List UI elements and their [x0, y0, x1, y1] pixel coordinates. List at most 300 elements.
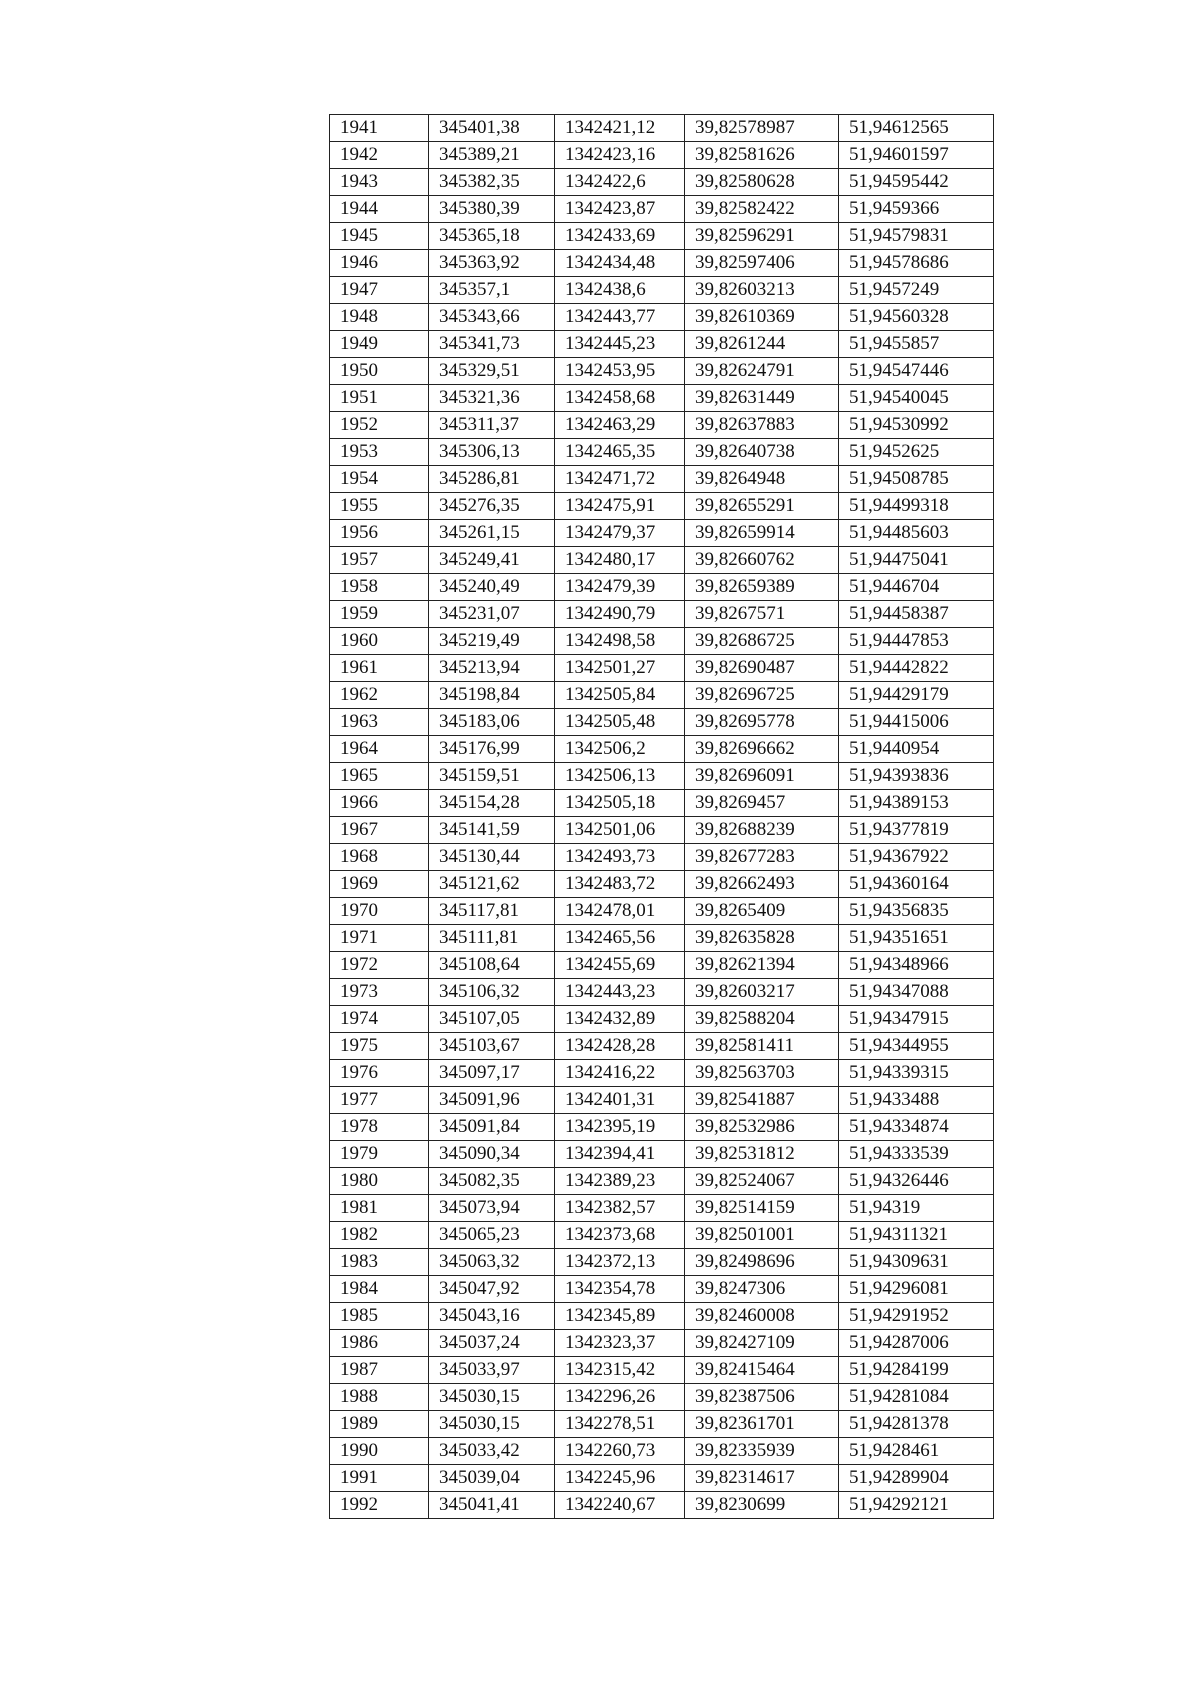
latitude-cell: 51,94578686 — [839, 250, 994, 277]
y-coordinate-cell: 1342423,87 — [555, 196, 685, 223]
longitude-cell: 39,82696725 — [685, 682, 839, 709]
y-coordinate-cell: 1342463,29 — [555, 412, 685, 439]
latitude-cell: 51,94339315 — [839, 1060, 994, 1087]
latitude-cell: 51,94333539 — [839, 1141, 994, 1168]
point-number-cell: 1985 — [330, 1303, 429, 1330]
point-number-cell: 1967 — [330, 817, 429, 844]
longitude-cell: 39,82696091 — [685, 763, 839, 790]
point-number-cell: 1950 — [330, 358, 429, 385]
latitude-cell: 51,94291952 — [839, 1303, 994, 1330]
point-number-cell: 1960 — [330, 628, 429, 655]
x-coordinate-cell: 345213,94 — [429, 655, 555, 682]
point-number-cell: 1953 — [330, 439, 429, 466]
latitude-cell: 51,94281378 — [839, 1411, 994, 1438]
point-number-cell: 1969 — [330, 871, 429, 898]
y-coordinate-cell: 1342479,37 — [555, 520, 685, 547]
point-number-cell: 1986 — [330, 1330, 429, 1357]
latitude-cell: 51,94485603 — [839, 520, 994, 547]
coordinates-table — [329, 114, 994, 1519]
point-number-cell: 1976 — [330, 1060, 429, 1087]
point-number-cell: 1943 — [330, 169, 429, 196]
x-coordinate-cell: 345389,21 — [429, 142, 555, 169]
point-number-cell: 1966 — [330, 790, 429, 817]
x-coordinate-cell: 345043,16 — [429, 1303, 555, 1330]
x-coordinate-cell: 345198,84 — [429, 682, 555, 709]
table-row — [330, 1168, 994, 1195]
y-coordinate-cell: 1342478,01 — [555, 898, 685, 925]
point-number-cell: 1972 — [330, 952, 429, 979]
latitude-cell: 51,94292121 — [839, 1492, 994, 1519]
y-coordinate-cell: 1342315,42 — [555, 1357, 685, 1384]
y-coordinate-cell: 1342479,39 — [555, 574, 685, 601]
table-row — [330, 925, 994, 952]
x-coordinate-cell: 345341,73 — [429, 331, 555, 358]
x-coordinate-cell: 345231,07 — [429, 601, 555, 628]
table-row — [330, 1195, 994, 1222]
latitude-cell: 51,94442822 — [839, 655, 994, 682]
latitude-cell: 51,94351651 — [839, 925, 994, 952]
table-row — [330, 574, 994, 601]
latitude-cell: 51,94612565 — [839, 115, 994, 142]
latitude-cell: 51,94344955 — [839, 1033, 994, 1060]
table-row — [330, 142, 994, 169]
y-coordinate-cell: 1342434,48 — [555, 250, 685, 277]
longitude-cell: 39,82677283 — [685, 844, 839, 871]
x-coordinate-cell: 345183,06 — [429, 709, 555, 736]
table-row — [330, 520, 994, 547]
x-coordinate-cell: 345073,94 — [429, 1195, 555, 1222]
longitude-cell: 39,82686725 — [685, 628, 839, 655]
x-coordinate-cell: 345343,66 — [429, 304, 555, 331]
latitude-cell: 51,94309631 — [839, 1249, 994, 1276]
table-row — [330, 1384, 994, 1411]
y-coordinate-cell: 1342296,26 — [555, 1384, 685, 1411]
x-coordinate-cell: 345090,34 — [429, 1141, 555, 1168]
y-coordinate-cell: 1342480,17 — [555, 547, 685, 574]
table-row — [330, 439, 994, 466]
latitude-cell: 51,94458387 — [839, 601, 994, 628]
latitude-cell: 51,94389153 — [839, 790, 994, 817]
x-coordinate-cell: 345321,36 — [429, 385, 555, 412]
point-number-cell: 1951 — [330, 385, 429, 412]
x-coordinate-cell: 345249,41 — [429, 547, 555, 574]
table-row — [330, 1006, 994, 1033]
x-coordinate-cell: 345130,44 — [429, 844, 555, 871]
x-coordinate-cell: 345106,32 — [429, 979, 555, 1006]
table-row — [330, 709, 994, 736]
longitude-cell: 39,82603217 — [685, 979, 839, 1006]
x-coordinate-cell: 345030,15 — [429, 1411, 555, 1438]
latitude-cell: 51,94429179 — [839, 682, 994, 709]
latitude-cell: 51,9433488 — [839, 1087, 994, 1114]
table-row — [330, 844, 994, 871]
latitude-cell: 51,94508785 — [839, 466, 994, 493]
latitude-cell: 51,94560328 — [839, 304, 994, 331]
y-coordinate-cell: 1342465,35 — [555, 439, 685, 466]
table-row — [330, 1492, 994, 1519]
y-coordinate-cell: 1342498,58 — [555, 628, 685, 655]
longitude-cell: 39,82610369 — [685, 304, 839, 331]
y-coordinate-cell: 1342421,12 — [555, 115, 685, 142]
longitude-cell: 39,8264948 — [685, 466, 839, 493]
longitude-cell: 39,82621394 — [685, 952, 839, 979]
y-coordinate-cell: 1342433,69 — [555, 223, 685, 250]
point-number-cell: 1975 — [330, 1033, 429, 1060]
y-coordinate-cell: 1342455,69 — [555, 952, 685, 979]
longitude-cell: 39,82581626 — [685, 142, 839, 169]
latitude-cell: 51,94356835 — [839, 898, 994, 925]
latitude-cell: 51,94311321 — [839, 1222, 994, 1249]
point-number-cell: 1984 — [330, 1276, 429, 1303]
table-row — [330, 1303, 994, 1330]
table-row — [330, 1087, 994, 1114]
latitude-cell: 51,94530992 — [839, 412, 994, 439]
point-number-cell: 1959 — [330, 601, 429, 628]
latitude-cell: 51,94499318 — [839, 493, 994, 520]
y-coordinate-cell: 1342505,18 — [555, 790, 685, 817]
table-row — [330, 952, 994, 979]
table-row — [330, 1357, 994, 1384]
latitude-cell: 51,94377819 — [839, 817, 994, 844]
x-coordinate-cell: 345382,35 — [429, 169, 555, 196]
point-number-cell: 1973 — [330, 979, 429, 1006]
latitude-cell: 51,94319 — [839, 1195, 994, 1222]
table-row — [330, 466, 994, 493]
point-number-cell: 1955 — [330, 493, 429, 520]
point-number-cell: 1979 — [330, 1141, 429, 1168]
table-row — [330, 169, 994, 196]
table-row — [330, 1114, 994, 1141]
table-row — [330, 871, 994, 898]
table-row — [330, 1276, 994, 1303]
x-coordinate-cell: 345176,99 — [429, 736, 555, 763]
longitude-cell: 39,82631449 — [685, 385, 839, 412]
point-number-cell: 1963 — [330, 709, 429, 736]
x-coordinate-cell: 345365,18 — [429, 223, 555, 250]
x-coordinate-cell: 345039,04 — [429, 1465, 555, 1492]
point-number-cell: 1974 — [330, 1006, 429, 1033]
x-coordinate-cell: 345111,81 — [429, 925, 555, 952]
longitude-cell: 39,82563703 — [685, 1060, 839, 1087]
x-coordinate-cell: 345082,35 — [429, 1168, 555, 1195]
point-number-cell: 1987 — [330, 1357, 429, 1384]
y-coordinate-cell: 1342354,78 — [555, 1276, 685, 1303]
point-number-cell: 1954 — [330, 466, 429, 493]
point-number-cell: 1941 — [330, 115, 429, 142]
point-number-cell: 1942 — [330, 142, 429, 169]
x-coordinate-cell: 345117,81 — [429, 898, 555, 925]
x-coordinate-cell: 345261,15 — [429, 520, 555, 547]
table-row — [330, 277, 994, 304]
x-coordinate-cell: 345357,1 — [429, 277, 555, 304]
point-number-cell: 1956 — [330, 520, 429, 547]
x-coordinate-cell: 345401,38 — [429, 115, 555, 142]
x-coordinate-cell: 345380,39 — [429, 196, 555, 223]
y-coordinate-cell: 1342395,19 — [555, 1114, 685, 1141]
x-coordinate-cell: 345306,13 — [429, 439, 555, 466]
table-row — [330, 493, 994, 520]
point-number-cell: 1945 — [330, 223, 429, 250]
y-coordinate-cell: 1342423,16 — [555, 142, 685, 169]
table-row — [330, 331, 994, 358]
latitude-cell: 51,94296081 — [839, 1276, 994, 1303]
x-coordinate-cell: 345329,51 — [429, 358, 555, 385]
longitude-cell: 39,82524067 — [685, 1168, 839, 1195]
longitude-cell: 39,82541887 — [685, 1087, 839, 1114]
table-row — [330, 1222, 994, 1249]
latitude-cell: 51,9446704 — [839, 574, 994, 601]
longitude-cell: 39,8247306 — [685, 1276, 839, 1303]
table-row — [330, 196, 994, 223]
longitude-cell: 39,82635828 — [685, 925, 839, 952]
x-coordinate-cell: 345037,24 — [429, 1330, 555, 1357]
longitude-cell: 39,8230699 — [685, 1492, 839, 1519]
latitude-cell: 51,94347088 — [839, 979, 994, 1006]
y-coordinate-cell: 1342432,89 — [555, 1006, 685, 1033]
table-row — [330, 115, 994, 142]
latitude-cell: 51,94347915 — [839, 1006, 994, 1033]
y-coordinate-cell: 1342493,73 — [555, 844, 685, 871]
longitude-cell: 39,82460008 — [685, 1303, 839, 1330]
longitude-cell: 39,82696662 — [685, 736, 839, 763]
table-row — [330, 790, 994, 817]
latitude-cell: 51,94601597 — [839, 142, 994, 169]
latitude-cell: 51,94348966 — [839, 952, 994, 979]
longitude-cell: 39,82514159 — [685, 1195, 839, 1222]
x-coordinate-cell: 345030,15 — [429, 1384, 555, 1411]
y-coordinate-cell: 1342245,96 — [555, 1465, 685, 1492]
table-row — [330, 223, 994, 250]
point-number-cell: 1991 — [330, 1465, 429, 1492]
y-coordinate-cell: 1342260,73 — [555, 1438, 685, 1465]
x-coordinate-cell: 345276,35 — [429, 493, 555, 520]
y-coordinate-cell: 1342240,67 — [555, 1492, 685, 1519]
longitude-cell: 39,82624791 — [685, 358, 839, 385]
y-coordinate-cell: 1342438,6 — [555, 277, 685, 304]
y-coordinate-cell: 1342458,68 — [555, 385, 685, 412]
longitude-cell: 39,82688239 — [685, 817, 839, 844]
x-coordinate-cell: 345141,59 — [429, 817, 555, 844]
point-number-cell: 1949 — [330, 331, 429, 358]
x-coordinate-cell: 345047,92 — [429, 1276, 555, 1303]
y-coordinate-cell: 1342445,23 — [555, 331, 685, 358]
longitude-cell: 39,8261244 — [685, 331, 839, 358]
latitude-cell: 51,94287006 — [839, 1330, 994, 1357]
y-coordinate-cell: 1342453,95 — [555, 358, 685, 385]
table-row — [330, 358, 994, 385]
longitude-cell: 39,82427109 — [685, 1330, 839, 1357]
longitude-cell: 39,82531812 — [685, 1141, 839, 1168]
table-row — [330, 979, 994, 1006]
point-number-cell: 1983 — [330, 1249, 429, 1276]
y-coordinate-cell: 1342475,91 — [555, 493, 685, 520]
y-coordinate-cell: 1342490,79 — [555, 601, 685, 628]
longitude-cell: 39,82415464 — [685, 1357, 839, 1384]
point-number-cell: 1944 — [330, 196, 429, 223]
latitude-cell: 51,9452625 — [839, 439, 994, 466]
longitude-cell: 39,82690487 — [685, 655, 839, 682]
point-number-cell: 1982 — [330, 1222, 429, 1249]
table-row — [330, 1249, 994, 1276]
table-row — [330, 1033, 994, 1060]
y-coordinate-cell: 1342422,6 — [555, 169, 685, 196]
point-number-cell: 1988 — [330, 1384, 429, 1411]
y-coordinate-cell: 1342506,2 — [555, 736, 685, 763]
y-coordinate-cell: 1342401,31 — [555, 1087, 685, 1114]
latitude-cell: 51,94393836 — [839, 763, 994, 790]
latitude-cell: 51,94415006 — [839, 709, 994, 736]
table-row — [330, 1060, 994, 1087]
point-number-cell: 1970 — [330, 898, 429, 925]
y-coordinate-cell: 1342345,89 — [555, 1303, 685, 1330]
y-coordinate-cell: 1342443,77 — [555, 304, 685, 331]
point-number-cell: 1977 — [330, 1087, 429, 1114]
x-coordinate-cell: 345363,92 — [429, 250, 555, 277]
x-coordinate-cell: 345065,23 — [429, 1222, 555, 1249]
table-row — [330, 1465, 994, 1492]
point-number-cell: 1971 — [330, 925, 429, 952]
y-coordinate-cell: 1342416,22 — [555, 1060, 685, 1087]
latitude-cell: 51,94547446 — [839, 358, 994, 385]
longitude-cell: 39,82659914 — [685, 520, 839, 547]
longitude-cell: 39,82596291 — [685, 223, 839, 250]
longitude-cell: 39,82532986 — [685, 1114, 839, 1141]
table-row — [330, 601, 994, 628]
latitude-cell: 51,9440954 — [839, 736, 994, 763]
point-number-cell: 1948 — [330, 304, 429, 331]
longitude-cell: 39,82501001 — [685, 1222, 839, 1249]
latitude-cell: 51,9455857 — [839, 331, 994, 358]
x-coordinate-cell: 345121,62 — [429, 871, 555, 898]
point-number-cell: 1978 — [330, 1114, 429, 1141]
point-number-cell: 1992 — [330, 1492, 429, 1519]
longitude-cell: 39,8267571 — [685, 601, 839, 628]
x-coordinate-cell: 345154,28 — [429, 790, 555, 817]
point-number-cell: 1952 — [330, 412, 429, 439]
y-coordinate-cell: 1342372,13 — [555, 1249, 685, 1276]
latitude-cell: 51,94595442 — [839, 169, 994, 196]
x-coordinate-cell: 345103,67 — [429, 1033, 555, 1060]
point-number-cell: 1990 — [330, 1438, 429, 1465]
x-coordinate-cell: 345240,49 — [429, 574, 555, 601]
longitude-cell: 39,82361701 — [685, 1411, 839, 1438]
point-number-cell: 1957 — [330, 547, 429, 574]
longitude-cell: 39,82582422 — [685, 196, 839, 223]
x-coordinate-cell: 345091,96 — [429, 1087, 555, 1114]
point-number-cell: 1980 — [330, 1168, 429, 1195]
y-coordinate-cell: 1342428,28 — [555, 1033, 685, 1060]
longitude-cell: 39,82581411 — [685, 1033, 839, 1060]
table-row — [330, 736, 994, 763]
table-row — [330, 1330, 994, 1357]
longitude-cell: 39,82498696 — [685, 1249, 839, 1276]
latitude-cell: 51,94367922 — [839, 844, 994, 871]
y-coordinate-cell: 1342505,48 — [555, 709, 685, 736]
table-row — [330, 385, 994, 412]
longitude-cell: 39,8269457 — [685, 790, 839, 817]
table-row — [330, 817, 994, 844]
longitude-cell: 39,82387506 — [685, 1384, 839, 1411]
table-row — [330, 304, 994, 331]
table-row — [330, 682, 994, 709]
y-coordinate-cell: 1342389,23 — [555, 1168, 685, 1195]
point-number-cell: 1968 — [330, 844, 429, 871]
latitude-cell: 51,94334874 — [839, 1114, 994, 1141]
latitude-cell: 51,94289904 — [839, 1465, 994, 1492]
longitude-cell: 39,82662493 — [685, 871, 839, 898]
point-number-cell: 1961 — [330, 655, 429, 682]
longitude-cell: 39,8265409 — [685, 898, 839, 925]
longitude-cell: 39,82640738 — [685, 439, 839, 466]
x-coordinate-cell: 345063,32 — [429, 1249, 555, 1276]
x-coordinate-cell: 345108,64 — [429, 952, 555, 979]
x-coordinate-cell: 345219,49 — [429, 628, 555, 655]
table-row — [330, 763, 994, 790]
y-coordinate-cell: 1342506,13 — [555, 763, 685, 790]
point-number-cell: 1981 — [330, 1195, 429, 1222]
table-row — [330, 412, 994, 439]
latitude-cell: 51,94540045 — [839, 385, 994, 412]
latitude-cell: 51,9459366 — [839, 196, 994, 223]
x-coordinate-cell: 345033,42 — [429, 1438, 555, 1465]
latitude-cell: 51,94360164 — [839, 871, 994, 898]
table-row — [330, 898, 994, 925]
y-coordinate-cell: 1342471,72 — [555, 466, 685, 493]
point-number-cell: 1962 — [330, 682, 429, 709]
table-row — [330, 547, 994, 574]
y-coordinate-cell: 1342505,84 — [555, 682, 685, 709]
latitude-cell: 51,94326446 — [839, 1168, 994, 1195]
longitude-cell: 39,82314617 — [685, 1465, 839, 1492]
latitude-cell: 51,9428461 — [839, 1438, 994, 1465]
y-coordinate-cell: 1342501,06 — [555, 817, 685, 844]
point-number-cell: 1965 — [330, 763, 429, 790]
y-coordinate-cell: 1342382,57 — [555, 1195, 685, 1222]
point-number-cell: 1989 — [330, 1411, 429, 1438]
y-coordinate-cell: 1342483,72 — [555, 871, 685, 898]
longitude-cell: 39,82637883 — [685, 412, 839, 439]
longitude-cell: 39,82335939 — [685, 1438, 839, 1465]
latitude-cell: 51,94475041 — [839, 547, 994, 574]
y-coordinate-cell: 1342373,68 — [555, 1222, 685, 1249]
x-coordinate-cell: 345311,37 — [429, 412, 555, 439]
table-row — [330, 628, 994, 655]
x-coordinate-cell: 345033,97 — [429, 1357, 555, 1384]
latitude-cell: 51,9457249 — [839, 277, 994, 304]
table-row — [330, 250, 994, 277]
x-coordinate-cell: 345097,17 — [429, 1060, 555, 1087]
latitude-cell: 51,94281084 — [839, 1384, 994, 1411]
y-coordinate-cell: 1342443,23 — [555, 979, 685, 1006]
longitude-cell: 39,82597406 — [685, 250, 839, 277]
table-row — [330, 1141, 994, 1168]
y-coordinate-cell: 1342323,37 — [555, 1330, 685, 1357]
point-number-cell: 1958 — [330, 574, 429, 601]
coordinates-table-body — [330, 115, 994, 1519]
x-coordinate-cell: 345159,51 — [429, 763, 555, 790]
y-coordinate-cell: 1342465,56 — [555, 925, 685, 952]
latitude-cell: 51,94284199 — [839, 1357, 994, 1384]
longitude-cell: 39,82655291 — [685, 493, 839, 520]
y-coordinate-cell: 1342501,27 — [555, 655, 685, 682]
x-coordinate-cell: 345091,84 — [429, 1114, 555, 1141]
latitude-cell: 51,94579831 — [839, 223, 994, 250]
longitude-cell: 39,82588204 — [685, 1006, 839, 1033]
longitude-cell: 39,82660762 — [685, 547, 839, 574]
y-coordinate-cell: 1342278,51 — [555, 1411, 685, 1438]
longitude-cell: 39,82659389 — [685, 574, 839, 601]
longitude-cell: 39,82580628 — [685, 169, 839, 196]
